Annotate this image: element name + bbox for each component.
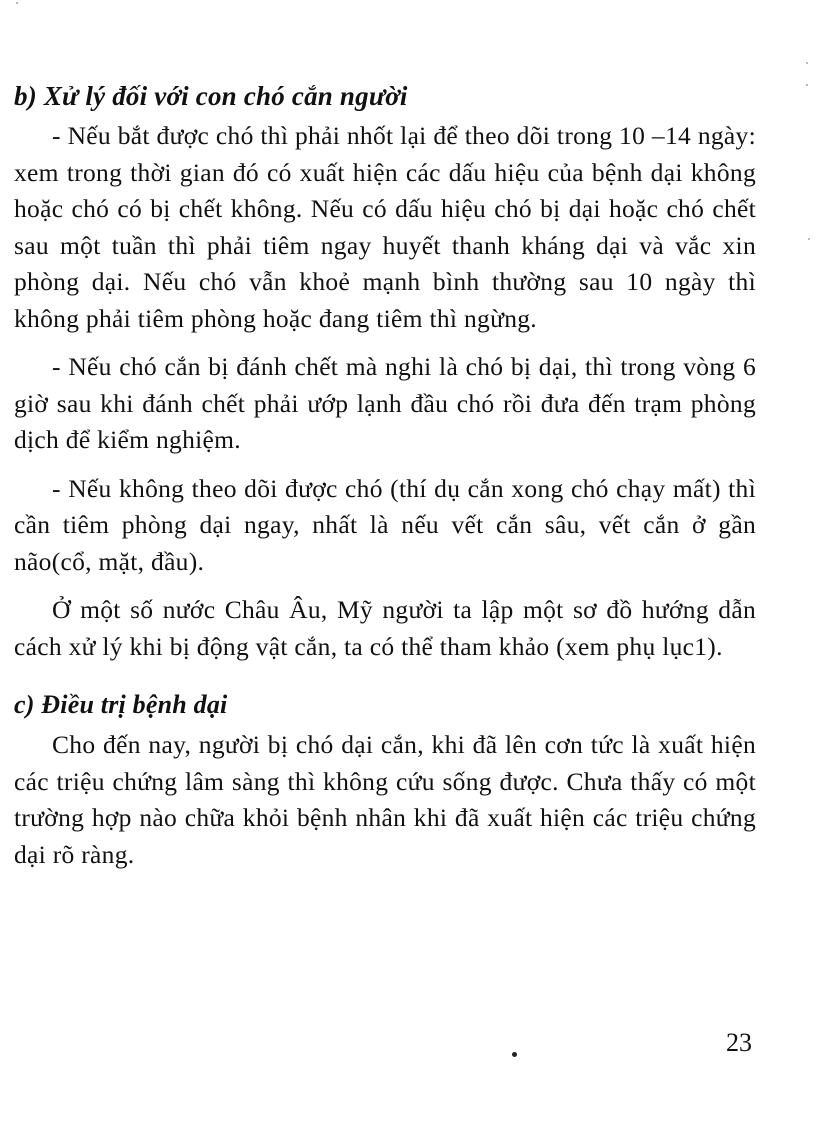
scan-speckle xyxy=(806,62,808,64)
section-b-paragraph-2: - Nếu chó cắn bị đánh chết mà nghi là chó bị dại, thì trong vòng 6 giờ sau khi đánh chết phải ướp lạnh đầu chó rồi đưa đến trạm phòng dịch để kiểm nghiệm. xyxy=(14,352,756,454)
section-b-paragraph-4: Ở một số nước Châu Âu, Mỹ người ta lập một sơ đồ hướng dẫn cách xử lý khi bị động vật cắn, ta có thể tham khảo (xem phụ lục1). xyxy=(14,595,756,661)
scan-speckle xyxy=(806,84,808,86)
section-c-paragraph-1: Cho đến nay, người bị chó dại cắn, khi đã lên cơn tức là xuất hiện các triệu chứng lâm sàng thì không cứu sống được. Chưa thấy có một trường hợp nào chữa khỏi bệnh nhân khi đã xuất hiện các triệu chứng dại rõ ràng. xyxy=(14,730,756,869)
section-c-heading: c) Điều trị bệnh dại xyxy=(14,690,228,719)
scan-dot-mark xyxy=(512,1052,517,1057)
scan-speckle xyxy=(808,238,810,240)
section-b-paragraph-3: - Nếu không theo dõi được chó (thí dụ cắn xong chó chạy mất) thì cần tiêm phòng dại ngay, nhất là nếu vết cắn sâu, vết cắn ở gần não(cổ, mặt, đầu). xyxy=(14,473,756,576)
section-b-paragraph-1: - Nếu bắt được chó thì phải nhốt lại để theo dõi trong 10 –14 ngày: xem trong thời gian đó có xuất hiện các dấu hiệu của bệnh dại không hoặc chó có bị chết không. Nếu có dấu hiệu chó bị dại hoặc chó chết sau một tuần thì phải tiêm ngay huyết thanh kháng dại và vắc xin phòng dại. Nếu chó vẫn khoẻ mạnh bình thường sau 10 ngày thì không phải tiêm phòng hoặc đang tiêm thì ngừng. xyxy=(14,121,756,333)
scan-speckle xyxy=(16,2,18,4)
page-number: 23 xyxy=(726,1028,752,1057)
page-content xyxy=(14,78,756,885)
section-b-heading: b) Xử lý đối với con chó cắn người xyxy=(14,81,408,111)
